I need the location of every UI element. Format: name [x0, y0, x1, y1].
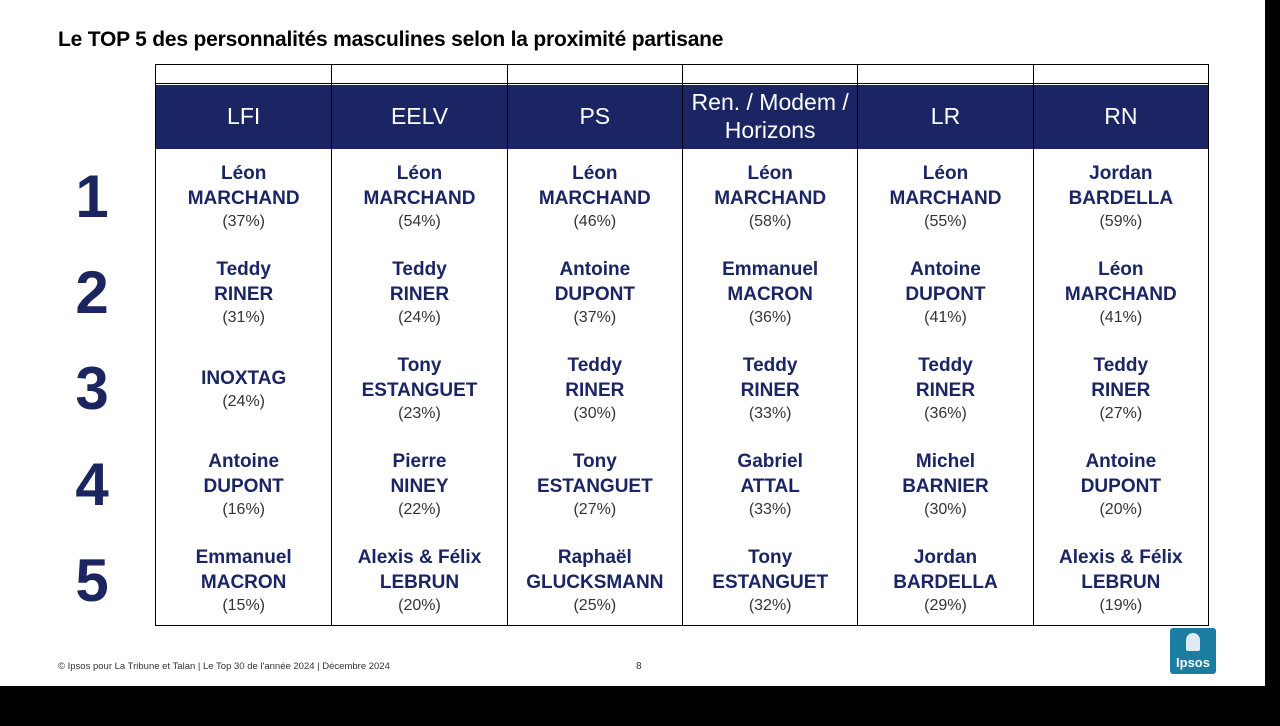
person-second-line: NINEY [390, 476, 449, 497]
person-second-line: RINER [1091, 380, 1151, 401]
percentage: (20%) [1099, 501, 1143, 518]
top-spacer-row [858, 65, 1032, 84]
person-second-line: LEBRUN [379, 572, 460, 593]
logo-mark-icon [1186, 633, 1200, 651]
percentage: (30%) [573, 405, 617, 422]
percentage: (15%) [222, 597, 265, 614]
table-cell [332, 149, 506, 245]
table-cell [156, 437, 331, 533]
percentage: (46%) [573, 213, 617, 230]
person-second-line: MACRON [727, 284, 813, 305]
person-second-line: RINER [740, 380, 800, 401]
top-spacer-row [683, 65, 857, 84]
person-second-line: BARNIER [902, 476, 989, 497]
person-first-line: Tony [397, 355, 442, 376]
person-second-line: DUPONT [554, 284, 635, 305]
person-first-line: Emmanuel [722, 259, 819, 280]
percentage: (16%) [222, 501, 265, 518]
person-second-line: DUPONT [203, 476, 284, 497]
table-cell [858, 149, 1032, 245]
rank-number-3: 3 [75, 354, 109, 422]
table-cell [683, 533, 857, 629]
person-first-line: Léon [747, 163, 793, 184]
person-second-line: DUPONT [1080, 476, 1161, 497]
person-first-line: Alexis & Félix [1059, 547, 1183, 568]
table-cell [1034, 437, 1208, 533]
person-second-line: DUPONT [905, 284, 986, 305]
person-first-line: Léon [220, 163, 267, 184]
table-cell [858, 341, 1032, 437]
percentage: (23%) [398, 405, 441, 422]
column-header: PS [508, 85, 682, 149]
table-cell [508, 533, 682, 629]
table-cell [1034, 533, 1208, 629]
percentage: (41%) [1099, 309, 1143, 326]
table-cell [1034, 341, 1208, 437]
rank-number-5: 5 [75, 546, 109, 614]
percentage: (59%) [1099, 213, 1143, 230]
person-second-line: ESTANGUET [361, 380, 478, 401]
person-second-line: LEBRUN [1081, 572, 1161, 593]
person-first-line: Antoine [559, 259, 631, 280]
table-cell [156, 533, 331, 629]
person-second-line: ESTANGUET [712, 572, 829, 593]
percentage: (24%) [222, 392, 265, 410]
person-first-line: Michel [915, 451, 976, 472]
person-first-line: Léon [396, 163, 443, 184]
rank-number-4: 4 [75, 450, 109, 518]
percentage: (33%) [748, 405, 792, 422]
top-spacer-row [156, 65, 331, 84]
table-cell [332, 341, 506, 437]
person-first-line: Tony [572, 451, 617, 472]
percentage: (54%) [398, 213, 441, 230]
person-second-line: RINER [214, 284, 274, 305]
person-second-line: MARCHAND [187, 188, 300, 209]
percentage: (27%) [1099, 405, 1143, 422]
percentage: (22%) [398, 501, 441, 518]
person-second-line: MARCHAND [1064, 284, 1177, 305]
percentage: (37%) [222, 213, 265, 230]
person-first-line: Emmanuel [195, 547, 292, 568]
person-first-line: Teddy [216, 259, 271, 280]
top-spacer-row [508, 65, 682, 84]
rank-number-1: 1 [75, 162, 109, 230]
person-second-line: MARCHAND [889, 188, 1002, 209]
percentage: (41%) [924, 309, 967, 326]
person-second-line: MACRON [200, 572, 287, 593]
person-first-line: Jordan [913, 547, 978, 568]
table-cell [1034, 245, 1208, 341]
table-cell [332, 533, 506, 629]
table-cell [332, 245, 506, 341]
column-3 [507, 65, 682, 625]
person-first-line: Antoine [910, 259, 981, 280]
percentage: (32%) [748, 597, 792, 614]
person-first-line: INOXTAG [201, 367, 287, 389]
person-first-line: Tony [748, 547, 793, 568]
column-1 [156, 65, 331, 625]
person-second-line: RINER [915, 380, 976, 401]
percentage: (55%) [924, 213, 967, 230]
column-header: LFI [156, 85, 331, 149]
rank-number-2: 2 [75, 258, 109, 326]
person-first-line: Pierre [392, 451, 447, 472]
table-cell [858, 533, 1032, 629]
percentage: (30%) [924, 501, 967, 518]
percentage: (36%) [748, 309, 792, 326]
person-first-line: Gabriel [737, 451, 803, 472]
footer-source: © Ipsos pour La Tribune et Talan | Le Top 30 de l'année 2024 | Décembre 2024 [58, 661, 390, 672]
person-first-line: Léon [572, 163, 618, 184]
percentage: (24%) [398, 309, 441, 326]
person-second-line: MARCHAND [714, 188, 827, 209]
person-second-line: BARDELLA [893, 572, 998, 593]
percentage: (20%) [398, 597, 441, 614]
table-cell [332, 437, 506, 533]
table-cell [156, 245, 331, 341]
person-second-line: MARCHAND [538, 188, 651, 209]
ranking-table [155, 64, 1209, 626]
column-6 [1033, 65, 1208, 625]
column-header: Ren. / Modem / Horizons [683, 85, 857, 149]
person-first-line: Alexis & Félix [357, 547, 482, 568]
percentage: (25%) [573, 597, 617, 614]
person-second-line: ATTAL [740, 476, 800, 497]
percentage: (33%) [748, 501, 792, 518]
table-cell [1034, 149, 1208, 245]
percentage: (29%) [924, 597, 967, 614]
column-5 [857, 65, 1032, 625]
column-header: LR [858, 85, 1032, 149]
table-cell [156, 149, 331, 245]
person-first-line: Teddy [1093, 355, 1149, 376]
person-second-line: RINER [565, 380, 625, 401]
table-cell [156, 341, 331, 437]
percentage: (58%) [748, 213, 792, 230]
percentage: (19%) [1099, 597, 1143, 614]
table-cell [508, 437, 682, 533]
person-second-line: BARDELLA [1068, 188, 1174, 209]
person-first-line: Antoine [208, 451, 280, 472]
percentage: (31%) [222, 309, 265, 326]
person-first-line: Teddy [567, 355, 623, 376]
table-cell [683, 245, 857, 341]
top-spacer-row [332, 65, 506, 84]
person-first-line: Teddy [392, 259, 447, 280]
person-second-line: GLUCKSMANN [526, 572, 664, 593]
table-cell [858, 437, 1032, 533]
column-header: EELV [332, 85, 506, 149]
person-second-line: ESTANGUET [536, 476, 653, 497]
column-4 [682, 65, 857, 625]
table-cell [508, 149, 682, 245]
logo-text: Ipsos [1176, 655, 1210, 670]
person-second-line: RINER [389, 284, 450, 305]
column-header: RN [1034, 85, 1208, 149]
table-cell [683, 437, 857, 533]
table-cell [508, 245, 682, 341]
percentage: (27%) [573, 501, 617, 518]
table-cell [683, 149, 857, 245]
person-first-line: Raphaël [557, 547, 632, 568]
page-number: 8 [636, 661, 642, 672]
person-first-line: Teddy [918, 355, 973, 376]
person-first-line: Jordan [1089, 163, 1153, 184]
ipsos-logo [1170, 628, 1216, 674]
table-cell [858, 245, 1032, 341]
person-first-line: Antoine [1085, 451, 1157, 472]
top-spacer-row [1034, 65, 1208, 84]
percentage: (37%) [573, 309, 617, 326]
person-first-line: Léon [922, 163, 969, 184]
person-second-line: MARCHAND [363, 188, 476, 209]
column-2 [331, 65, 506, 625]
person-first-line: Léon [1098, 259, 1144, 280]
table-cell [508, 341, 682, 437]
percentage: (36%) [924, 405, 967, 422]
slide-title: Le TOP 5 des personnalités masculines selon la proximité partisane [58, 28, 724, 51]
table-cell [683, 341, 857, 437]
person-first-line: Teddy [742, 355, 798, 376]
